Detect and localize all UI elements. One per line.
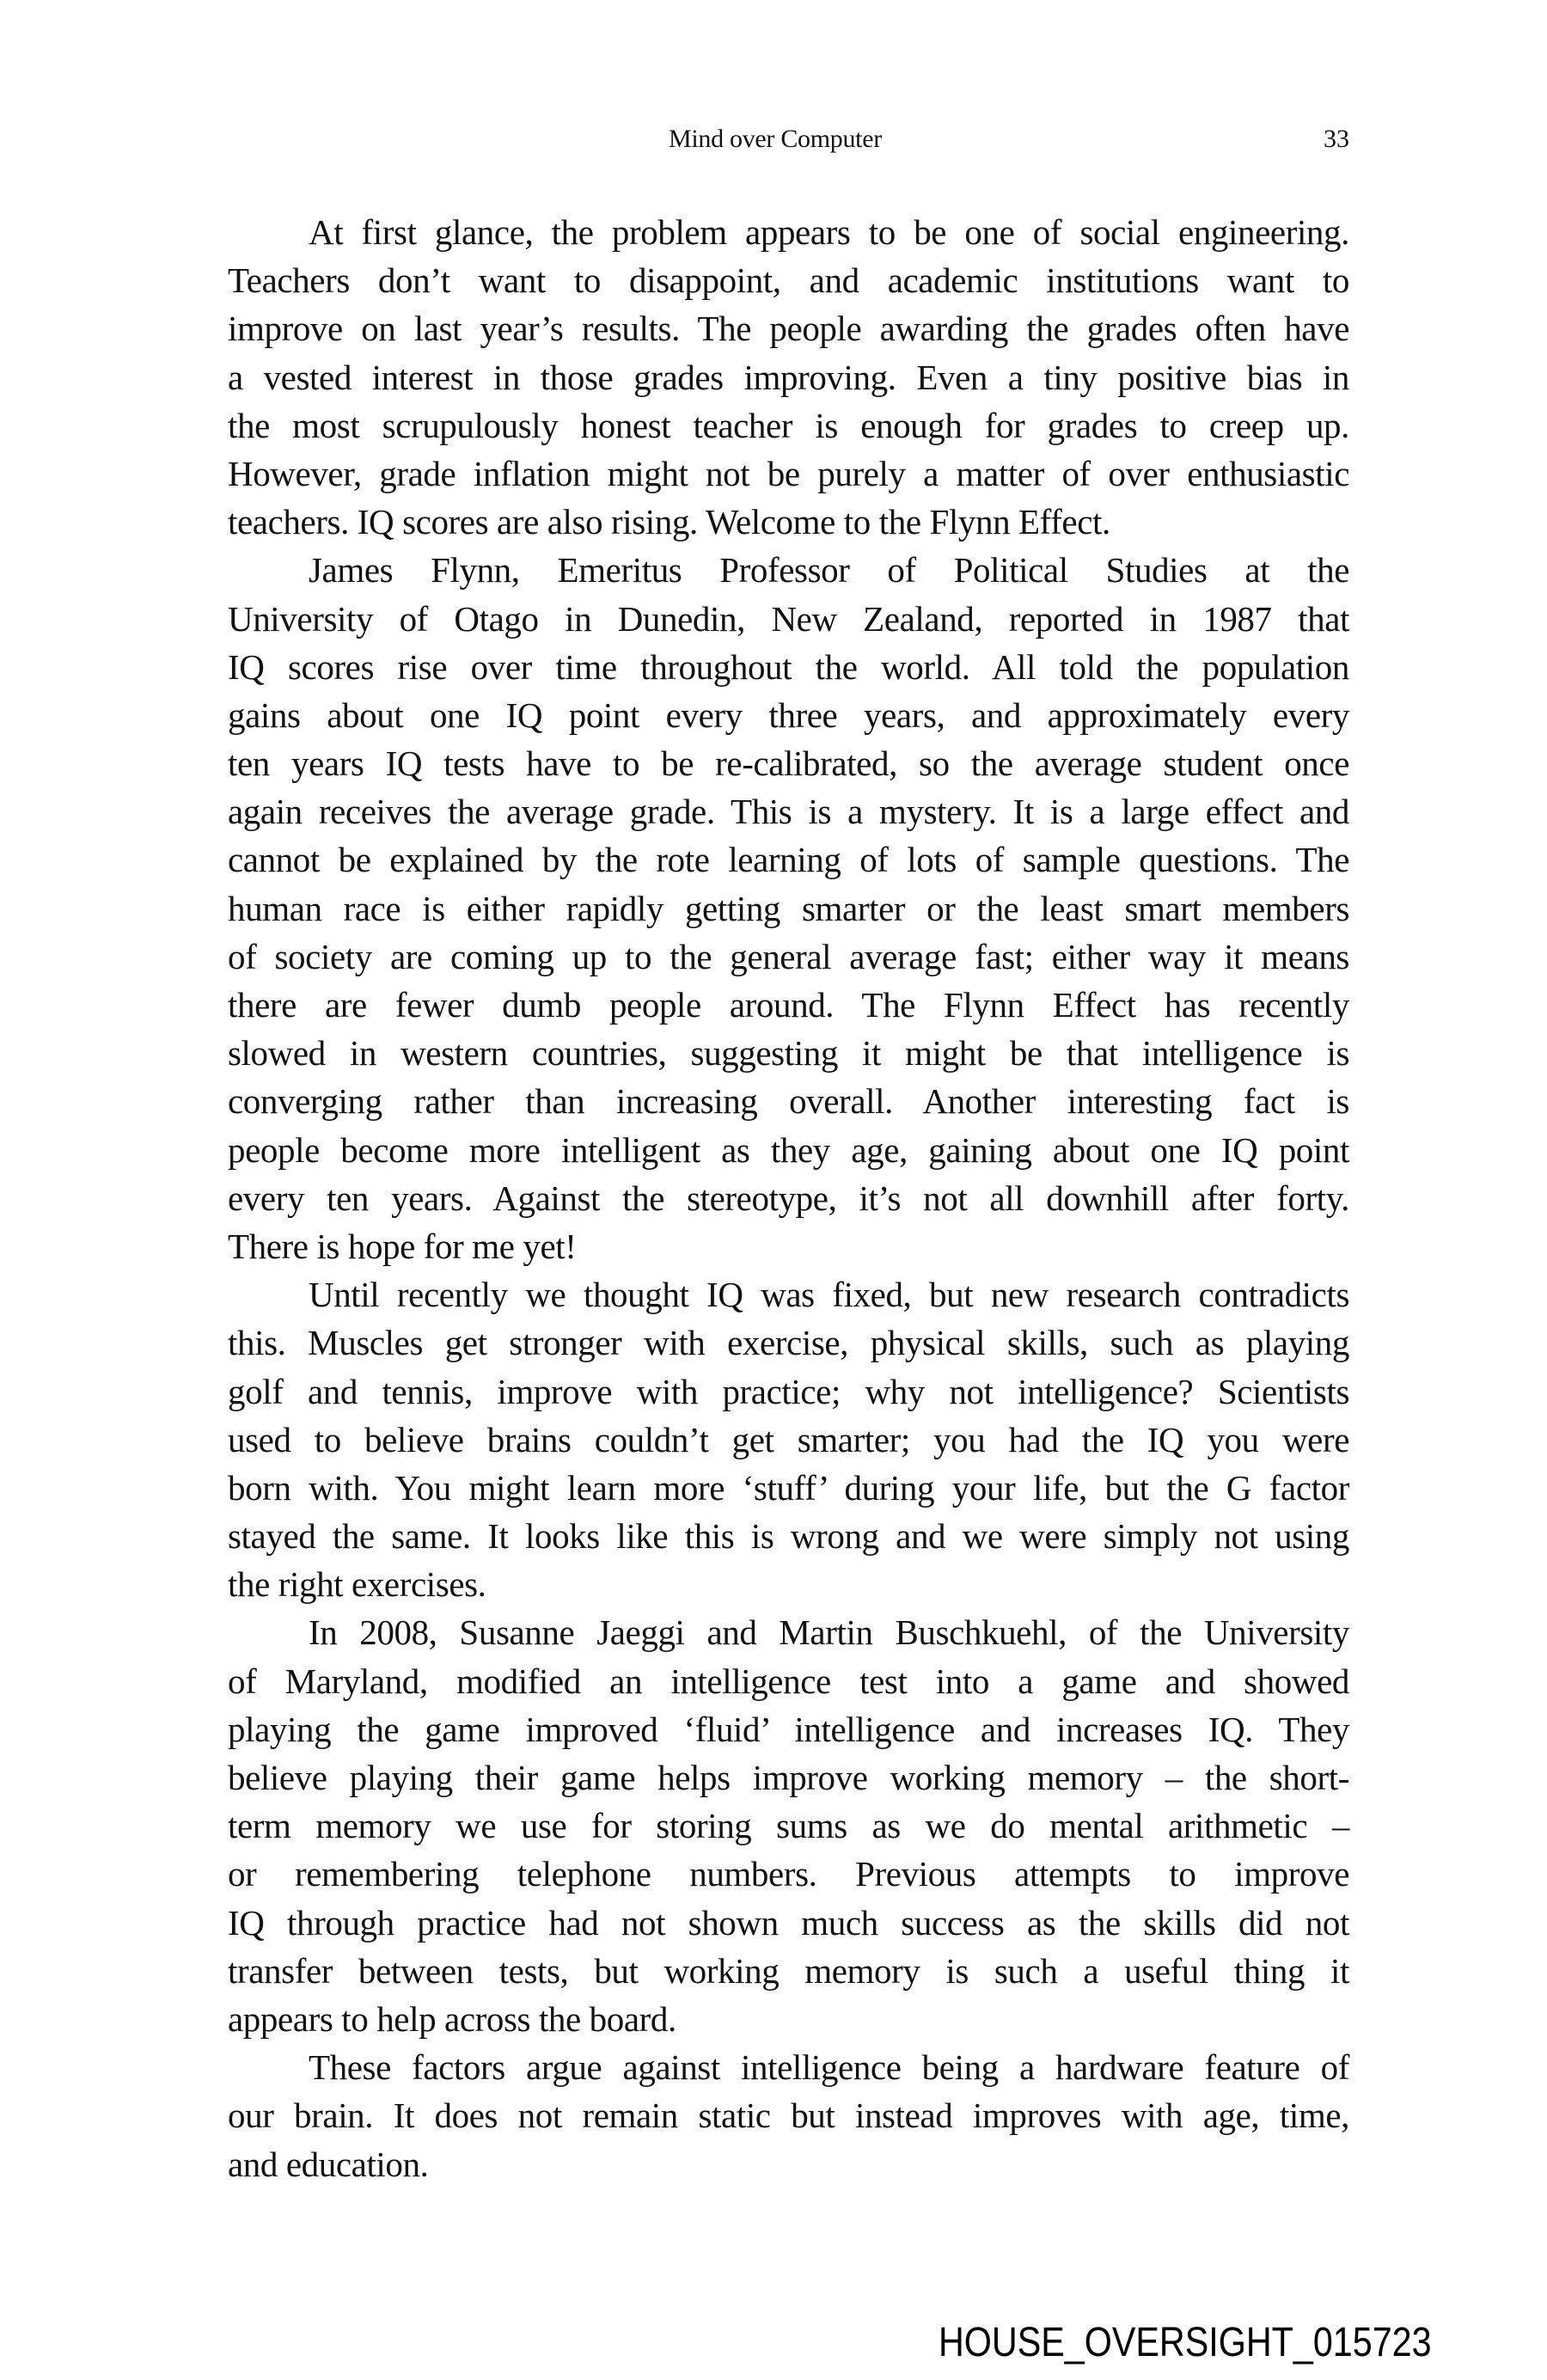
text-line: playing the game improved ‘fluid’ intelligence and increases IQ. They (228, 1709, 1349, 1749)
text-line: there are fewer dumb people around. The Flynn Effect has recently (228, 985, 1349, 1025)
text-line: James Flynn, Emeritus Professor of Political Studies at the (309, 550, 1349, 590)
paragraph-5 (228, 2043, 1349, 2188)
text-line: Teachers don’t want to disappoint, and academic institutions want to (228, 260, 1349, 301)
text-line: At first glance, the problem appears to be one of social engineering. (309, 212, 1349, 252)
running-title: Mind over Computer (669, 125, 882, 153)
text-line: improve on last year’s results. The people awarding the grades often have (228, 309, 1349, 349)
text-line: our brain. It does not remain static but instead improves with age, time, (228, 2096, 1349, 2136)
text-line: believe playing their game helps improve working memory – the short- (228, 1758, 1349, 1797)
text-line: IQ scores rise over time throughout the world. All told the population (228, 646, 1349, 687)
paragraph-2 (228, 546, 1349, 1270)
text-line: converging rather than increasing overall. Another interesting fact is (228, 1081, 1349, 1122)
paragraph-4 (228, 1608, 1349, 2043)
text-line: every ten years. Against the stereotype, it’s not all downhill after forty. (228, 1178, 1349, 1218)
text-line: again receives the average grade. This is a mystery. It is a large effect and (228, 792, 1349, 832)
text-line: human race is either rapidly getting smarter or the least smart members (228, 888, 1349, 928)
text-line: There is hope for me yet! (228, 1226, 577, 1266)
text-line: and education. (228, 2144, 429, 2184)
text-line: or remembering telephone numbers. Previous attempts to improve (228, 1854, 1349, 1894)
paragraph-1 (228, 208, 1349, 546)
text-line: this. Muscles get stronger with exercise, physical skills, such as playing (228, 1323, 1349, 1363)
text-line: IQ through practice had not shown much success as the skills did not (228, 1902, 1349, 1943)
text-line: slowed in western countries, suggesting it might be that intelligence is (228, 1033, 1349, 1074)
page-number: 33 (1324, 125, 1349, 153)
text-line: ten years IQ tests have to be re-calibrated, so the average student once (228, 743, 1349, 784)
text-line: people become more intelligent as they age, gaining about one IQ point (228, 1129, 1349, 1170)
text-line: In 2008, Susanne Jaeggi and Martin Buschkuehl, of the University (309, 1612, 1349, 1653)
text-line: of Maryland, modified an intelligence test into a game and showed (228, 1661, 1349, 1701)
text-line: Until recently we thought IQ was fixed, but new research contradicts (309, 1275, 1349, 1315)
text-line: transfer between tests, but working memory is such a useful thing it (228, 1950, 1349, 1991)
text-line: gains about one IQ point every three years, and approximately every (228, 694, 1349, 735)
text-line: born with. You might learn more ‘stuff’ during your life, but the G factor (228, 1467, 1349, 1508)
text-line: cannot be explained by the rote learning of lots of sample questions. The (228, 840, 1349, 880)
bates-stamp: HOUSE_OVERSIGHT_015723 (939, 2320, 1432, 2365)
paragraph-3 (228, 1270, 1349, 1608)
text-line: golf and tennis, improve with practice; why not intelligence? Scientists (228, 1371, 1349, 1411)
text-line: stayed the same. It looks like this is wrong and we were simply not using (228, 1516, 1349, 1557)
text-line: the most scrupulously honest teacher is enough for grades to creep up. (228, 405, 1349, 445)
text-line: of society are coming up to the general average fast; either way it means (228, 936, 1349, 976)
body-text (228, 208, 1349, 2188)
text-line: However, grade inflation might not be purely a matter of over enthusiastic (228, 453, 1349, 493)
text-line: term memory we use for storing sums as we do mental arithmetic – (228, 1806, 1349, 1846)
running-head (228, 122, 1349, 156)
text-line: appears to help across the board. (228, 1998, 676, 2039)
text-line: used to believe brains couldn’t get smarter; you had the IQ you were (228, 1419, 1349, 1459)
text-line: These factors argue against intelligence being a hardware feature of (309, 2047, 1349, 2088)
text-line: teachers. IQ scores are also rising. Welcome to the Flynn Effect. (228, 502, 1110, 542)
text-line: a vested interest in those grades improving. Even a tiny positive bias in (228, 357, 1349, 397)
text-line: University of Otago in Dunedin, New Zealand, reported in 1987 that (228, 598, 1349, 639)
text-line: the right exercises. (228, 1564, 486, 1605)
